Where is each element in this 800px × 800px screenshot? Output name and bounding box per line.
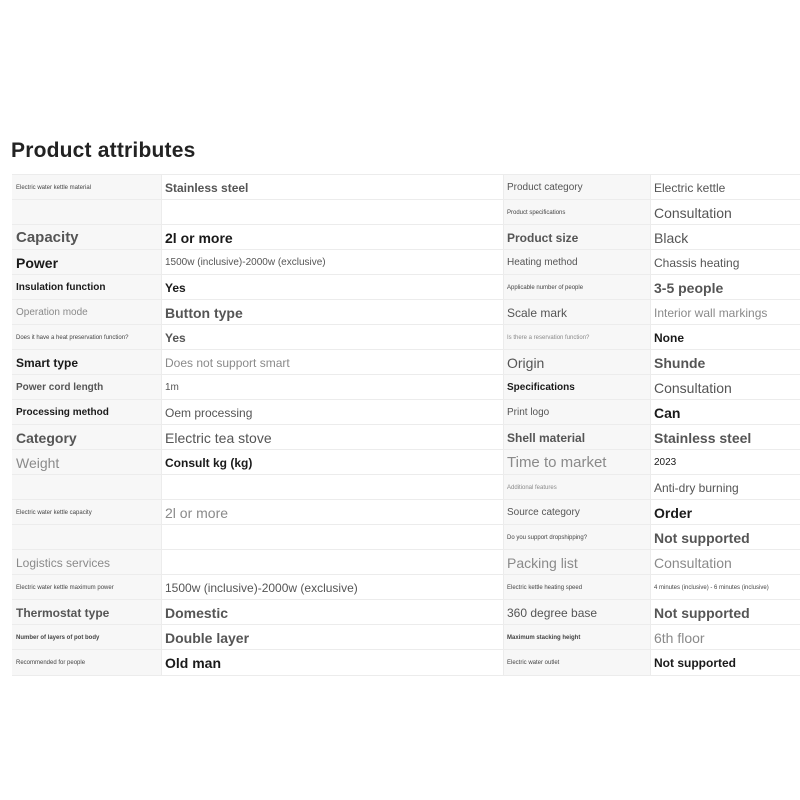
attr-value [161, 200, 503, 225]
table-row [12, 549, 800, 575]
attr-value: Electric tea stove [161, 425, 503, 450]
attr-value: Does not support smart [161, 350, 503, 375]
attr-label: Category [12, 425, 161, 450]
attr-value: Order [650, 500, 800, 525]
table-row [12, 499, 800, 525]
attr-label: Shell material [503, 425, 650, 450]
attr-value: Stainless steel [650, 425, 800, 450]
table-row [12, 424, 800, 450]
page-title: Product attributes [11, 139, 196, 162]
attr-value: 2l or more [161, 500, 503, 525]
attr-label: Smart type [12, 350, 161, 375]
attr-label: Do you support dropshipping? [503, 525, 650, 550]
attr-value: 1m [161, 375, 503, 400]
attr-value: 1500w (inclusive)-2000w (exclusive) [161, 575, 503, 600]
attr-label [12, 200, 161, 225]
attr-value: Shunde [650, 350, 800, 375]
attr-value: 2023 [650, 450, 800, 475]
attr-label: Scale mark [503, 300, 650, 325]
attr-label: Electric water outlet [503, 650, 650, 675]
attr-label: Number of layers of pot body [12, 625, 161, 650]
attr-label: Processing method [12, 400, 161, 425]
attr-label: Packing list [503, 550, 650, 575]
attr-value: Yes [161, 325, 503, 350]
attr-value: Button type [161, 300, 503, 325]
attr-label: Product specifications [503, 200, 650, 225]
attr-value: Electric kettle [650, 175, 800, 200]
attr-label: Electric water kettle material [12, 175, 161, 200]
table-row [12, 449, 800, 475]
table-row [12, 249, 800, 275]
attr-label: Operation mode [12, 300, 161, 325]
attributes-table [12, 174, 800, 674]
table-row [12, 174, 800, 200]
table-row [12, 649, 800, 676]
attr-label: Product category [503, 175, 650, 200]
attr-value: 3-5 people [650, 275, 800, 300]
attr-label: Applicable number of people [503, 275, 650, 300]
table-row [12, 399, 800, 425]
attr-value: 4 minutes (inclusive) - 6 minutes (inclusive) [650, 575, 800, 600]
attr-label: Weight [12, 450, 161, 475]
attr-label: Thermostat type [12, 600, 161, 625]
attr-label: Specifications [503, 375, 650, 400]
attr-label: Electric kettle heating speed [503, 575, 650, 600]
attr-value: Not supported [650, 650, 800, 675]
attr-label [12, 475, 161, 500]
attr-value: Consultation [650, 200, 800, 225]
attr-value: Chassis heating [650, 250, 800, 275]
attr-value [161, 475, 503, 500]
attr-label: Logistics services [12, 550, 161, 575]
attr-value: Consult kg (kg) [161, 450, 503, 475]
table-row [12, 524, 800, 550]
attr-label: Electric water kettle capacity [12, 500, 161, 525]
attr-value: Oem processing [161, 400, 503, 425]
attr-label: Print logo [503, 400, 650, 425]
attr-value: 2l or more [161, 225, 503, 250]
attr-value: Consultation [650, 375, 800, 400]
attr-value: Not supported [650, 600, 800, 625]
attr-value: Black [650, 225, 800, 250]
attr-label: 360 degree base [503, 600, 650, 625]
attr-value: Interior wall markings [650, 300, 800, 325]
attr-label: Power [12, 250, 161, 275]
attr-value [161, 525, 503, 550]
table-row [12, 599, 800, 625]
attr-label: Heating method [503, 250, 650, 275]
table-row [12, 324, 800, 350]
attr-label: Time to market [503, 450, 650, 475]
table-row [12, 349, 800, 375]
attr-label: Recommended for people [12, 650, 161, 675]
attr-label: Is there a reservation function? [503, 325, 650, 350]
attr-value: 1500w (inclusive)-2000w (exclusive) [161, 250, 503, 275]
table-row [12, 274, 800, 300]
attr-value: 6th floor [650, 625, 800, 650]
attr-label [12, 525, 161, 550]
attr-value: Stainless steel [161, 175, 503, 200]
attr-label: Origin [503, 350, 650, 375]
attr-label: Insulation function [12, 275, 161, 300]
attr-label: Product size [503, 225, 650, 250]
attr-value [161, 550, 503, 575]
attr-label: Maximum stacking height [503, 625, 650, 650]
attr-value: Old man [161, 650, 503, 675]
table-row [12, 374, 800, 400]
table-row [12, 574, 800, 600]
attr-value: Yes [161, 275, 503, 300]
table-row [12, 299, 800, 325]
attr-label: Electric water kettle maximum power [12, 575, 161, 600]
table-row [12, 624, 800, 650]
attr-label: Capacity [12, 225, 161, 250]
attr-value: Double layer [161, 625, 503, 650]
table-row [12, 474, 800, 500]
attr-value: Can [650, 400, 800, 425]
attr-value: Consultation [650, 550, 800, 575]
attr-label: Does it have a heat preservation function? [12, 325, 161, 350]
attr-value: None [650, 325, 800, 350]
table-row [12, 199, 800, 225]
attr-label: Source category [503, 500, 650, 525]
attr-value: Not supported [650, 525, 800, 550]
attr-label: Additional features [503, 475, 650, 500]
attr-value: Domestic [161, 600, 503, 625]
attr-label: Power cord length [12, 375, 161, 400]
table-row [12, 224, 800, 250]
attr-value: Anti-dry burning [650, 475, 800, 500]
